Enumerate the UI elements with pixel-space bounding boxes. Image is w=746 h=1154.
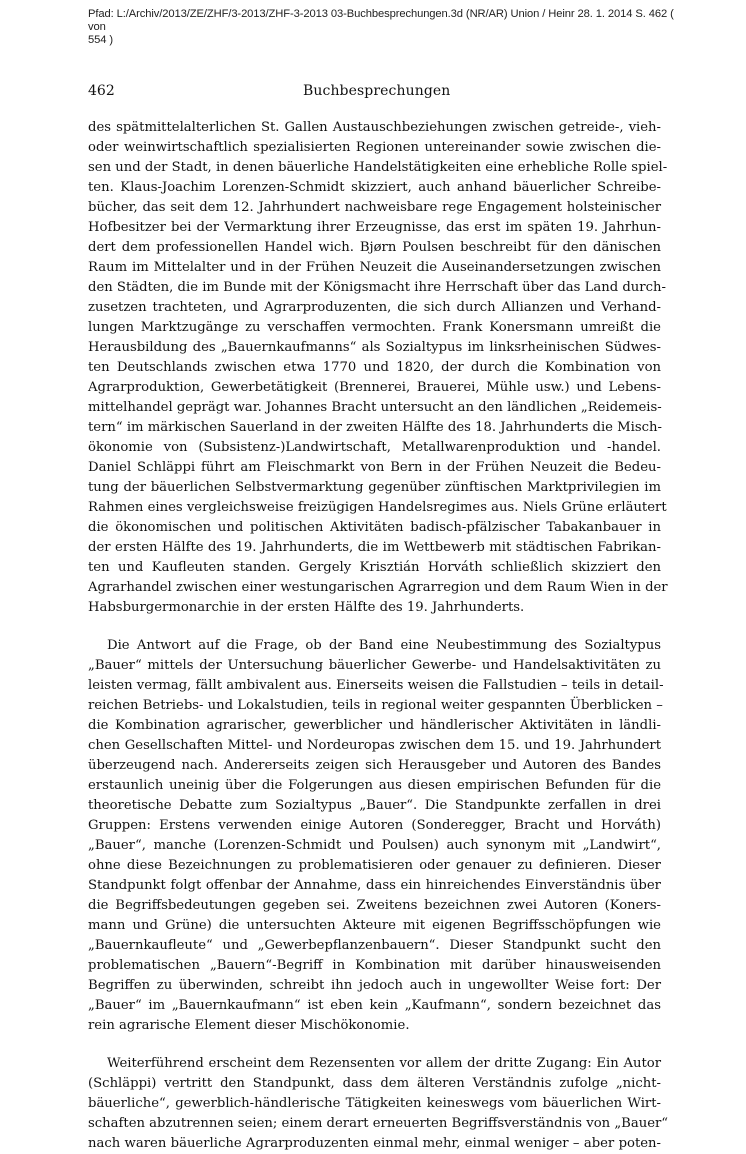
text-line: ten. Klaus-Joachim Lorenzen-Schmidt skizziert, auch anhand bäuerlicher Schreibe-	[88, 180, 661, 195]
text-line: die ökonomischen und politischen Aktivitäten badisch-pfälzischer Tabakanbauer in	[88, 520, 661, 535]
paragraph	[88, 118, 668, 618]
text-line: Die Antwort auf die Frage, ob der Band eine Neubestimmung des Sozialtypus	[107, 638, 661, 653]
text-line: Agrarhandel zwischen einer westungarischen Agrarregion und dem Raum Wien in der	[88, 580, 668, 595]
file-path-line: 554 )	[88, 34, 113, 46]
text-line: nach waren bäuerliche Agrarproduzenten einmal mehr, einmal weniger – aber poten-	[88, 1136, 661, 1151]
page-number: 462	[88, 83, 115, 99]
running-head	[88, 80, 661, 102]
text-line: Raum im Mittelalter und in der Frühen Neuzeit die Auseinandersetzungen zwischen	[88, 260, 661, 275]
text-line: ten Deutschlands zwischen etwa 1770 und 1820, der durch die Kombination von	[88, 360, 661, 375]
text-line: rein agrarische Element dieser Mischökonomie.	[88, 1018, 410, 1033]
text-line: sen und der Stadt, in denen bäuerliche Handelstätigkeiten eine erhebliche Rolle spiel-	[88, 160, 668, 175]
text-line: Agrarproduktion, Gewerbetätigkeit (Brennerei, Brauerei, Mühle usw.) und Lebens-	[88, 380, 661, 395]
text-line: Daniel Schläppi führt am Fleischmarkt von Bern in der Frühen Neuzeit die Bedeu-	[88, 460, 661, 475]
text-line: Standpunkt folgt offenbar der Annahme, dass ein hinreichendes Einverständnis über	[88, 878, 661, 893]
text-line: Weiterführend erscheint dem Rezensenten vor allem der dritte Zugang: Ein Autor	[107, 1056, 661, 1071]
text-line: Gruppen: Erstens verwenden einige Autoren (Sonderegger, Bracht und Horváth)	[88, 818, 661, 833]
article-body	[88, 118, 669, 1154]
text-line: Herausbildung des „Bauernkaufmanns“ als Sozialtypus im linksrheinischen Südwes-	[88, 340, 661, 355]
text-line: „Bauer“ mittels der Untersuchung bäuerlicher Gewerbe- und Handelsaktivitäten zu	[88, 658, 661, 673]
text-line: tung der bäuerlichen Selbstvermarktung gegenüber zünftischen Marktprivilegien im	[88, 480, 661, 495]
text-line: Begriffen zu überwinden, schreibt ihn jedoch auch in ungewollter Weise fort: Der	[88, 978, 661, 993]
text-line: problematischen „Bauern“-Begriff in Kombination mit darüber hinausweisenden	[88, 958, 661, 973]
file-path-header	[88, 8, 678, 47]
text-line: bäuerliche“, gewerblich-händlerische Tätigkeiten keineswegs vom bäuerlichen Wirt-	[88, 1096, 661, 1111]
paragraph	[88, 1054, 669, 1154]
text-line: „Bauernkaufleute“ und „Gewerbepflanzenbauern“. Dieser Standpunkt sucht den	[88, 938, 661, 953]
text-line: Habsburgermonarchie in der ersten Hälfte des 19. Jahrhunderts.	[88, 600, 525, 615]
text-line: (Schläppi) vertritt den Standpunkt, dass dem älteren Verständnis zufolge „nicht-	[88, 1076, 661, 1091]
text-line: reichen Betriebs- und Lokalstudien, teils in regional weiter gespannten Überblicken –	[88, 698, 663, 713]
text-line: „Bauer“ im „Bauernkaufmann“ ist eben kein „Kaufmann“, sondern bezeichnet das	[88, 998, 661, 1013]
text-line: leisten vermag, fällt ambivalent aus. Einerseits weisen die Fallstudien – teils in detail-	[88, 678, 664, 693]
text-line: tern“ im märkischen Sauerland in der zweiten Hälfte des 18. Jahrhunderts die Misch-	[88, 420, 663, 435]
text-line: ökonomie von (Subsistenz-)Landwirtschaft, Metallwarenproduktion und -handel.	[88, 440, 661, 455]
text-line: theoretische Debatte zum Sozialtypus „Bauer“. Die Standpunkte zerfallen in drei	[88, 798, 661, 813]
text-line: mittelhandel geprägt war. Johannes Bracht untersucht an den ländlichen „Reidemeis-	[88, 400, 662, 415]
text-line: schaften abzutrennen seien; einem derart erneuerten Begriffsverständnis von „Bauer“	[88, 1116, 669, 1131]
file-path-line: Pfad: L:/Archiv/2013/ZE/ZHF/3-2013/ZHF-3-2013 03-Buchbesprechungen.3d (NR/AR) Union / Heinr 28. 1. 2014 S. 462 ( von	[88, 8, 674, 33]
text-line: chen Gesellschaften Mittel- und Nordeuropas zwischen dem 15. und 19. Jahrhundert	[88, 738, 661, 753]
text-line: oder weinwirtschaftlich spezialisierten Regionen untereinander sowie zwischen die-	[88, 140, 661, 155]
text-line: zusetzen trachteten, und Agrarproduzenten, die sich durch Allianzen und Verhand-	[88, 300, 661, 315]
text-line: der ersten Hälfte des 19. Jahrhunderts, die im Wettbewerb mit städtischen Fabrikan-	[88, 540, 661, 555]
text-line: Rahmen eines vergleichsweise freizügigen Handelsregimes aus. Niels Grüne erläutert	[88, 500, 667, 515]
text-line: bücher, das seit dem 12. Jahrhundert nachweisbare rege Engagement holsteinischer	[88, 200, 661, 215]
paragraph	[88, 636, 664, 1036]
text-line: die Begriffsbedeutungen gegeben sei. Zweitens bezeichnen zwei Autoren (Koners-	[88, 898, 661, 913]
text-line: den Städten, die im Bunde mit der Königsmacht ihre Herrschaft über das Land durch-	[88, 280, 666, 295]
text-line: mann und Grüne) die untersuchten Akteure mit eigenen Begriffsschöpfungen wie	[88, 918, 661, 933]
text-line: Hofbesitzer bei der Vermarktung ihrer Erzeugnisse, das erst im späten 19. Jahrhun-	[88, 220, 661, 235]
text-line: ohne diese Bezeichnungen zu problematisieren oder genauer zu definieren. Dieser	[88, 858, 661, 873]
text-line: erstaunlich uneinig über die Folgerungen aus diesen empirischen Befunden für die	[88, 778, 661, 793]
text-line: überzeugend nach. Andererseits zeigen sich Herausgeber und Autoren des Bandes	[88, 758, 661, 773]
text-line: dert dem professionellen Handel wich. Bjørn Poulsen beschreibt für den dänischen	[88, 240, 661, 255]
text-line: des spätmittelalterlichen St. Gallen Austauschbeziehungen zwischen getreide-, vieh-	[88, 120, 661, 135]
section-title: Buchbesprechungen	[303, 83, 451, 99]
text-line: lungen Marktzugänge zu verschaffen vermochten. Frank Konersmann umreißt die	[88, 320, 661, 335]
text-line: ten und Kaufleuten standen. Gergely Krisztián Horváth schließlich skizziert den	[88, 560, 661, 575]
text-line: die Kombination agrarischer, gewerblicher und händlerischer Aktivitäten in ländli-	[88, 718, 661, 733]
text-line: „Bauer“, manche (Lorenzen-Schmidt und Poulsen) auch synonym mit „Landwirt“,	[88, 838, 661, 853]
